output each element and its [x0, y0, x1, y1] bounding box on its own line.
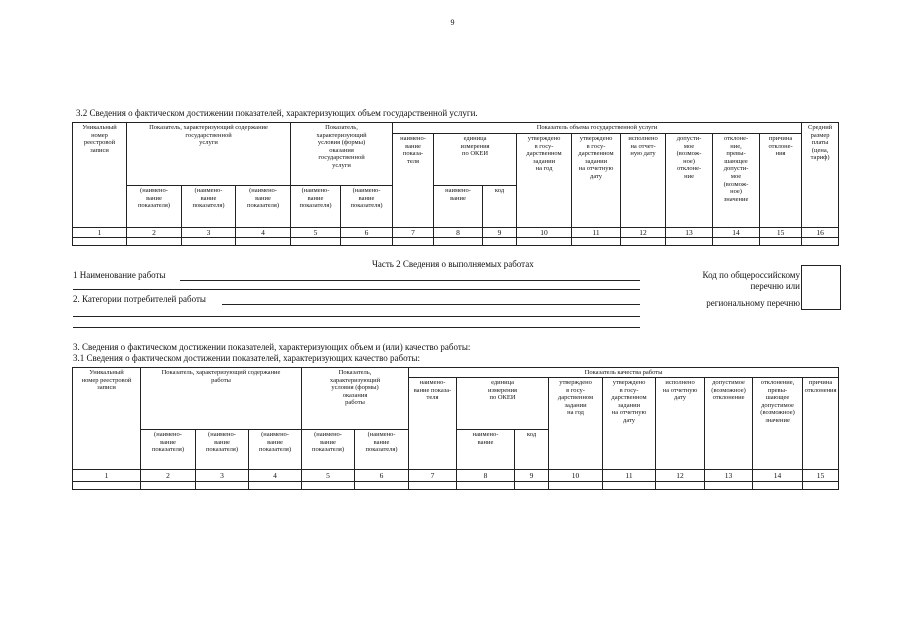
- table-cell[interactable]: [603, 482, 656, 490]
- table-cell[interactable]: [73, 238, 127, 246]
- code-label-1: Код по общероссийскому: [702, 270, 800, 280]
- column-number: 7: [393, 228, 434, 238]
- header-unique-number: Уникальный номер реестровой записи: [73, 123, 127, 228]
- header-approved-year: утверждено в госу- дарственном задании на год: [517, 134, 572, 228]
- header-average-price: Средний размер платы (цена, тариф): [802, 123, 839, 228]
- column-number: 1: [73, 228, 127, 238]
- header-volume-indicator: Показатель объема государственной услуги: [393, 123, 802, 134]
- header-done: исполнено на отчетную дату: [656, 378, 705, 470]
- header-done: исполнено на отчет- ную дату: [621, 134, 666, 228]
- column-number: 13: [705, 470, 753, 482]
- column-number: 14: [713, 228, 760, 238]
- column-number: 9: [483, 228, 517, 238]
- work-name-field[interactable]: [180, 280, 640, 281]
- table-cell[interactable]: [515, 482, 549, 490]
- column-number: 1: [73, 470, 141, 482]
- sub-indicator-name: (наимено- вание показателя): [236, 186, 291, 228]
- column-number: 10: [549, 470, 603, 482]
- table-cell[interactable]: [549, 482, 603, 490]
- sub-unit-name: наимено- вание: [457, 430, 515, 470]
- header-unique-number: Уникальный номер реестровой записи: [73, 368, 141, 470]
- sub-indicator-name: (наимено- вание показателя): [341, 186, 393, 228]
- table-cell[interactable]: [434, 238, 483, 246]
- column-number: 9: [515, 470, 549, 482]
- column-number: 4: [236, 228, 291, 238]
- table-row: [73, 238, 839, 246]
- sub-indicator-name: (наимено- вание показателя): [249, 430, 302, 470]
- sub-indicator-name: (наимено- вание показателя): [182, 186, 236, 228]
- header-excess-deviation: отклоне- ние, превы- шающее допусти- мое (возмож- ное) значение: [713, 134, 760, 228]
- header-approved-year: утверждено в госу- дарственном задании на год: [549, 378, 603, 470]
- column-number: 16: [802, 228, 839, 238]
- category-field-line-3[interactable]: [73, 327, 640, 328]
- header-indicator-name: наимено- вание показа- теля: [393, 134, 434, 228]
- table-cell[interactable]: [249, 482, 302, 490]
- code-label-2: перечню или: [750, 281, 800, 291]
- table-cell[interactable]: [236, 238, 291, 246]
- category-label: 2. Категории потребителей работы: [73, 294, 206, 304]
- part-2-title: Часть 2 Сведения о выполняемых работах: [372, 259, 534, 269]
- column-number: 5: [291, 228, 341, 238]
- header-unit: единица измерения по ОКЕИ: [457, 378, 549, 430]
- table-cell[interactable]: [572, 238, 621, 246]
- column-number: 6: [341, 228, 393, 238]
- column-number: 3: [182, 228, 236, 238]
- table-row: [73, 482, 839, 490]
- sub-unit-code: код: [515, 430, 549, 470]
- column-number: 2: [141, 470, 196, 482]
- sub-indicator-name: (наимено- вание показателя): [141, 430, 196, 470]
- column-number: 6: [355, 470, 409, 482]
- volume-indicators-table: [72, 122, 839, 246]
- table-cell[interactable]: [705, 482, 753, 490]
- table-cell[interactable]: [355, 482, 409, 490]
- category-field[interactable]: [222, 304, 640, 305]
- table-cell[interactable]: [127, 238, 182, 246]
- sub-indicator-name: (наимено- вание показателя): [355, 430, 409, 470]
- sub-unit-code: код: [483, 186, 517, 228]
- table-cell[interactable]: [182, 238, 236, 246]
- table-cell[interactable]: [409, 482, 457, 490]
- table-cell[interactable]: [457, 482, 515, 490]
- column-number: 8: [434, 228, 483, 238]
- sub-unit-name: наимено- вание: [434, 186, 483, 228]
- column-number: 8: [457, 470, 515, 482]
- column-number: 13: [666, 228, 713, 238]
- header-quality-indicator: Показатель качества работы: [409, 368, 839, 378]
- table-cell[interactable]: [341, 238, 393, 246]
- quality-indicators-table: [72, 367, 839, 490]
- work-name-label: 1 Наименование работы: [73, 270, 166, 280]
- column-number: 14: [753, 470, 803, 482]
- table-cell[interactable]: [483, 238, 517, 246]
- column-number: 2: [127, 228, 182, 238]
- column-number: 3: [196, 470, 249, 482]
- sub-indicator-name: (наимено- вание показателя): [302, 430, 355, 470]
- column-number: 11: [603, 470, 656, 482]
- column-number: 15: [803, 470, 839, 482]
- table-cell[interactable]: [753, 482, 803, 490]
- header-reason: причина отклонения: [803, 378, 839, 470]
- category-field-line-2[interactable]: [73, 316, 640, 317]
- header-allowed-deviation: допусти- мое (возмож- ное) отклоне- ние: [666, 134, 713, 228]
- table-cell[interactable]: [621, 238, 666, 246]
- header-allowed-deviation: допустимое (возможное) отклонение: [705, 378, 753, 470]
- table-cell[interactable]: [141, 482, 196, 490]
- code-box[interactable]: [801, 265, 841, 310]
- sub-indicator-name: (наимено- вание показателя): [196, 430, 249, 470]
- sub-indicator-name: (наимено- вание показателя): [291, 186, 341, 228]
- table-cell[interactable]: [713, 238, 760, 246]
- column-number: 7: [409, 470, 457, 482]
- column-number: 5: [302, 470, 355, 482]
- table-cell[interactable]: [802, 238, 839, 246]
- code-label-3: региональному перечню: [706, 298, 800, 308]
- table-cell[interactable]: [760, 238, 802, 246]
- section-3-1-title: 3.1 Сведения о фактическом достижении показателей, характеризующих качество работы:: [73, 353, 420, 363]
- column-number: 12: [621, 228, 666, 238]
- header-condition-indicator: Показатель, характеризующий условия (формы) оказания государственной услуги: [291, 123, 393, 186]
- table-cell[interactable]: [291, 238, 341, 246]
- table-cell[interactable]: [666, 238, 713, 246]
- header-unit: единица измерения по ОКЕИ: [434, 134, 517, 186]
- table-cell[interactable]: [302, 482, 355, 490]
- section-3-title: 3. Сведения о фактическом достижении показателей, характеризующих объем и (или) качество работы:: [73, 342, 471, 352]
- table-cell[interactable]: [656, 482, 705, 490]
- header-approved-date: утверждено в госу- дарственном задании на отчетную дату: [572, 134, 621, 228]
- table-cell[interactable]: [803, 482, 839, 490]
- table-cell[interactable]: [517, 238, 572, 246]
- page-number: 9: [450, 18, 455, 27]
- table-cell[interactable]: [196, 482, 249, 490]
- header-indicator-name: наимено- вание показа- теля: [409, 378, 457, 470]
- table-cell[interactable]: [73, 482, 141, 490]
- header-excess-deviation: отклонение, превы- шающее допустимое (возможное) значение: [753, 378, 803, 470]
- header-approved-date: утверждено в госу- дарственном задании на отчетную дату: [603, 378, 656, 470]
- column-number: 12: [656, 470, 705, 482]
- table-cell[interactable]: [393, 238, 434, 246]
- header-content-indicator: Показатель, характеризующий содержание работы: [141, 368, 302, 430]
- column-number: 4: [249, 470, 302, 482]
- column-number: 10: [517, 228, 572, 238]
- header-content-indicator: Показатель, характеризующий содержание государственной услуги: [127, 123, 291, 186]
- sub-indicator-name: (наимено- вание показателя): [127, 186, 182, 228]
- header-reason: причина отклоне- ния: [760, 134, 802, 228]
- column-number: 15: [760, 228, 802, 238]
- column-number: 11: [572, 228, 621, 238]
- work-name-field-line-2[interactable]: [73, 289, 640, 290]
- section-3-2-title: 3.2 Сведения о фактическом достижении показателей, характеризующих объем государственной услуги.: [76, 108, 478, 118]
- header-condition-indicator: Показатель, характеризующий условия (формы) оказания работы: [302, 368, 409, 430]
